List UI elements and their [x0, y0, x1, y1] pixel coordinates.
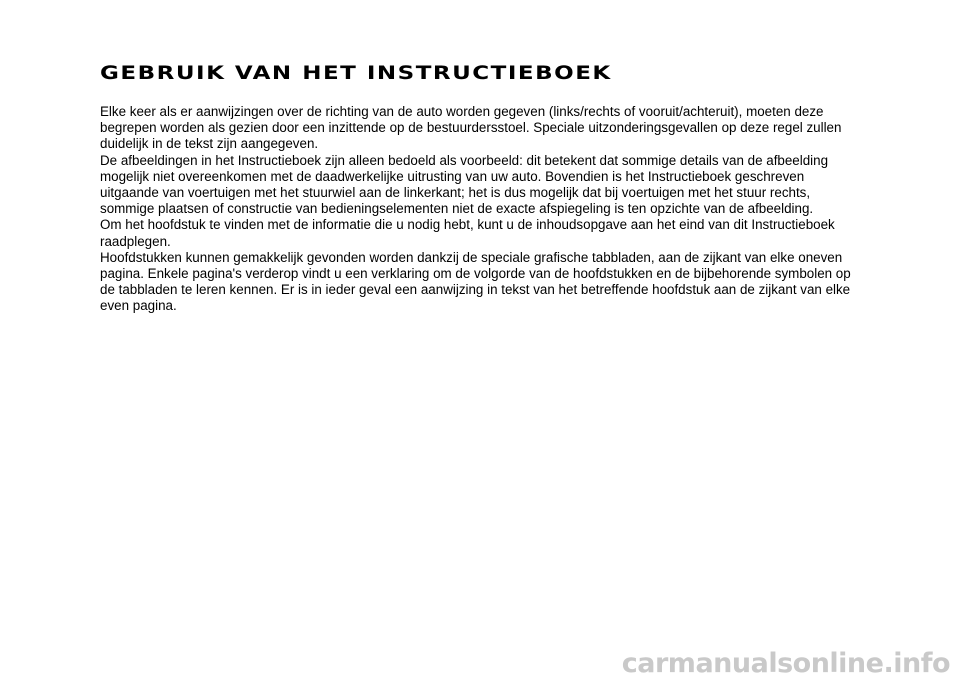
text-line: Om het hoofdstuk te vinden met de informatie die u nodig hebt, kunt u de inhoudsopgave aan het eind van dit Instructieboek — [100, 217, 835, 233]
text-line: De afbeeldingen in het Instructieboek zijn alleen bedoeld als voorbeeld: dit betekent dat sommige details van de afbeelding — [100, 152, 829, 168]
page-title: GEBRUIK VAN HET INSTRUCTIEBOEK — [100, 62, 612, 84]
text-line: Hoofdstukken kunnen gemakkelijk gevonden worden dankzij de speciale grafische tabbladen, aan de zijkant van elke oneven — [100, 249, 843, 265]
paragraph-chapter-tabs — [100, 250, 860, 315]
text-line: even pagina. — [100, 298, 177, 314]
paragraph-contents — [100, 217, 860, 249]
text-line: mogelijk niet overeenkomen met de daadwerkelijke uitrusting van uw auto. Bovendien is het Instructieboek geschreven — [100, 168, 805, 184]
text-line: raadplegen. — [100, 233, 171, 249]
text-line: pagina. Enkele pagina's verderop vindt u een verklaring om de volgorde van de hoofdstukken en de bijbehorende symbolen op — [100, 266, 851, 282]
text-line: Elke keer als er aanwijzingen over de richting van de auto worden gegeven (links/rechts of vooruit/achteruit), moeten deze — [100, 104, 824, 119]
watermark-logo: carmanualsonline.info — [621, 648, 950, 679]
text-line: begrepen worden als gezien door een inzittende op de bestuurdersstoel. Speciale uitzonderingsgevallen op deze regel zullen — [100, 120, 842, 136]
paragraph-illustrations — [100, 153, 860, 218]
text-line: de tabbladen te leren kennen. Er is in ieder geval een aanwijzing in tekst van het betreffende hoofdstuk aan de zijkant van elke — [100, 282, 851, 298]
text-line: sommige plaatsen of constructie van bedieningselementen niet de exacte afspiegeling is ten opzichte van de afbeelding. — [100, 201, 814, 217]
text-line: uitgaande van voertuigen met het stuurwiel aan de linkerkant; het is dus mogelijk dat bij voertuigen met het stuur rechts, — [100, 185, 811, 201]
text-line: duidelijk in de tekst zijn aangegeven. — [100, 136, 319, 152]
paragraph-direction — [100, 104, 860, 153]
body-text — [100, 104, 860, 315]
